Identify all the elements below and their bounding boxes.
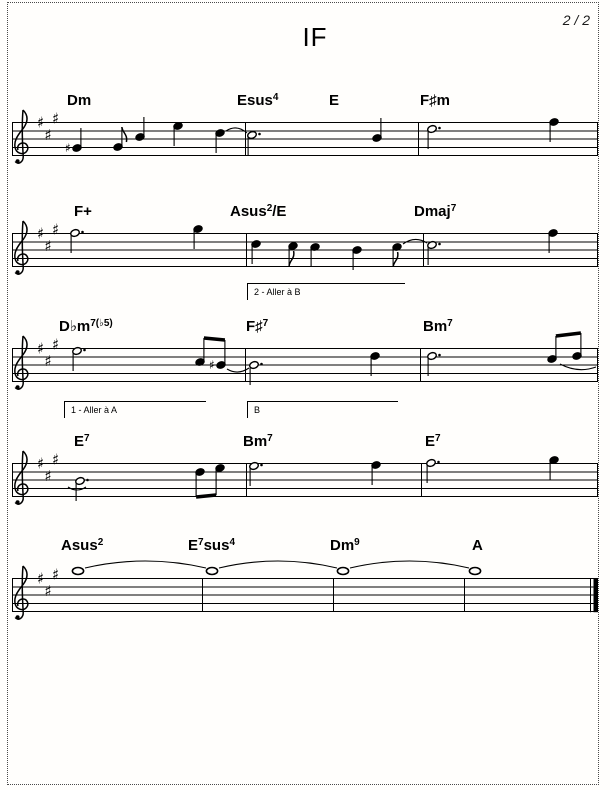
chord-symbol: Dm — [67, 92, 92, 109]
note — [70, 228, 84, 253]
key-signature-sharp: ♯ — [37, 454, 45, 473]
augmentation-dot — [437, 461, 440, 464]
note — [310, 242, 320, 267]
key-signature-sharp: ♯ — [44, 467, 52, 485]
chord-symbol: $E^7$ — [74, 433, 90, 450]
chord-symbol: Asus$^2$ — [61, 537, 104, 554]
note — [251, 239, 261, 264]
tie-slur — [219, 561, 337, 568]
key-signature-sharp: ♯ — [37, 339, 45, 358]
chord-symbol: Bm$^7$ — [243, 433, 273, 450]
key-signature-sharp: ♯ — [52, 450, 60, 469]
key-signature-sharp: ♯ — [44, 237, 52, 255]
augmentation-dot — [260, 464, 263, 467]
note — [549, 117, 559, 142]
tie-slur — [85, 561, 206, 568]
volta-label: B — [254, 405, 261, 415]
volta-bracket — [64, 401, 206, 418]
key-signature-sharp: ♯ — [52, 109, 60, 128]
note — [549, 455, 559, 480]
staff-system — [12, 221, 598, 275]
key-signature-sharp: ♯ — [44, 582, 52, 600]
augmentation-dot — [260, 363, 263, 366]
note — [427, 124, 441, 149]
augmentation-dot — [438, 243, 441, 246]
chord-symbol: F♯m — [420, 92, 450, 109]
note — [370, 351, 380, 376]
key-signature-sharp: ♯ — [37, 113, 45, 132]
volta-bracket — [247, 283, 405, 300]
note — [372, 118, 382, 143]
final-barline — [594, 578, 599, 612]
note — [249, 461, 263, 486]
note — [427, 240, 441, 265]
note — [215, 128, 225, 153]
chord-symbol: Dm$^9$ — [330, 537, 360, 554]
chord-symbol: Bm$^7$ — [423, 318, 453, 335]
note — [215, 463, 225, 495]
note — [135, 117, 145, 142]
key-signature-sharp: ♯ — [37, 569, 45, 588]
augmentation-dot — [83, 349, 86, 352]
chord-symbol: Esus$^4$ — [237, 92, 279, 109]
chord-symbol: A — [472, 537, 483, 554]
augmentation-dot — [81, 231, 84, 234]
note — [72, 568, 83, 575]
accidental-sharp: ♯ — [65, 141, 71, 155]
key-signature-sharp: ♯ — [52, 220, 60, 239]
note-flag — [393, 252, 398, 267]
note — [427, 351, 441, 376]
note — [572, 333, 582, 361]
staff-system — [12, 333, 598, 389]
chord-symbol: F♯$^7$ — [246, 318, 269, 335]
page-title: IF — [302, 22, 328, 52]
note — [247, 130, 261, 155]
note — [548, 228, 558, 253]
note — [195, 338, 205, 367]
note — [195, 467, 205, 497]
accidental-sharp: ♯ — [209, 358, 215, 372]
note — [173, 121, 183, 146]
key-signature-sharp: ♯ — [44, 126, 52, 144]
volta-label: 2 - Aller à B — [254, 287, 301, 297]
chord-symbol: $D♭m^{7(♭5)}$ — [59, 318, 113, 335]
volta-label: 1 - Aller à A — [71, 405, 118, 415]
note — [193, 224, 203, 249]
key-signature-sharp: ♯ — [44, 352, 52, 370]
augmentation-dot — [258, 133, 261, 136]
augmentation-dot — [438, 354, 441, 357]
key-signature-sharp: ♯ — [52, 565, 60, 584]
augmentation-dot — [86, 479, 89, 482]
note — [206, 568, 217, 575]
note — [72, 346, 86, 371]
note — [65, 128, 82, 155]
note — [209, 340, 226, 372]
chord-symbol: $E^7sus^4$ — [188, 537, 235, 554]
note — [547, 336, 557, 364]
tie-slur — [350, 561, 469, 568]
staff-system — [12, 561, 598, 619]
note — [392, 242, 402, 267]
note — [469, 568, 480, 575]
key-signature-sharp: ♯ — [37, 224, 45, 243]
chord-symbol: E — [329, 92, 340, 109]
staff-system — [12, 451, 598, 505]
chord-symbol: Dmaj$^7$ — [414, 203, 457, 220]
note-flag — [122, 127, 127, 142]
note — [337, 568, 348, 575]
note — [371, 460, 381, 485]
page-number-indicator: 2 / 2 — [562, 12, 590, 28]
chord-symbol: F+ — [74, 203, 92, 220]
beam — [204, 338, 225, 340]
staff-system — [12, 110, 598, 164]
beam — [196, 495, 216, 497]
chord-symbol: $E^7$ — [425, 433, 441, 450]
chord-symbol: Asus$^2$/E — [230, 203, 287, 220]
beam — [556, 333, 581, 336]
augmentation-dot — [438, 127, 441, 130]
note — [426, 458, 440, 483]
note — [288, 241, 298, 266]
volta-bracket — [247, 401, 398, 418]
key-signature-sharp: ♯ — [52, 335, 60, 354]
